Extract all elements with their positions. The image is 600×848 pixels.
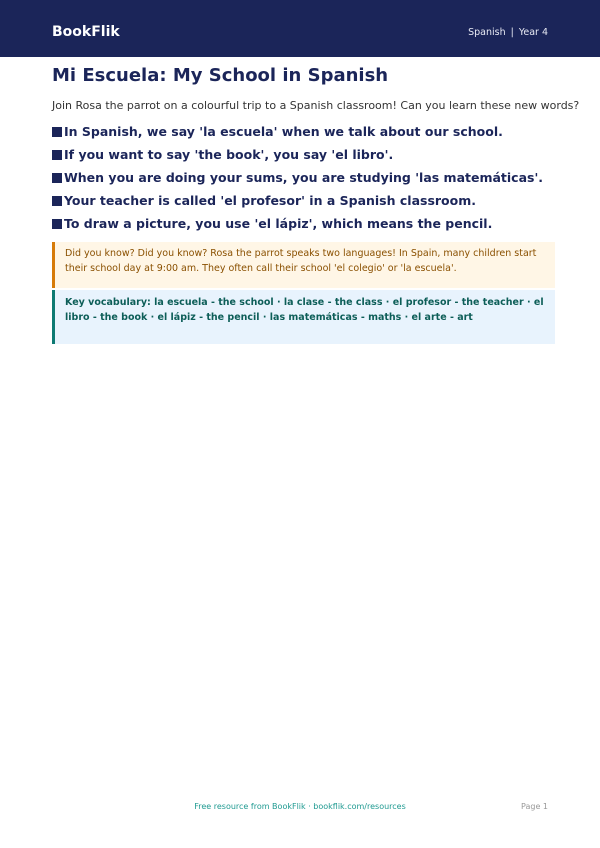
key-vocabulary-callout: Key vocabulary: la escuela - the school · la clase - the class · el profesor - the teacher · el libro - the book · el lápiz - the pencil · las matemáticas - maths · el arte - art [52, 290, 555, 344]
list-item [52, 189, 543, 212]
list-item [52, 166, 543, 189]
bullet-square-icon [52, 150, 62, 160]
fact-text: To draw a picture, you use 'el lápiz', which means the pencil. [64, 216, 493, 231]
bullet-square-icon [52, 173, 62, 183]
page-title: Mi Escuela: My School in Spanish [52, 65, 389, 86]
fact-text: Your teacher is called 'el profesor' in a Spanish classroom. [64, 193, 476, 208]
bullet-square-icon [52, 196, 62, 206]
bullet-square-icon [52, 219, 62, 229]
list-item [52, 120, 543, 143]
header-meta [468, 26, 548, 40]
header-bar [0, 0, 600, 57]
list-item [52, 212, 543, 235]
fact-text: When you are doing your sums, you are studying 'las matemáticas'. [64, 170, 544, 185]
fact-text: In Spanish, we say 'la escuela' when we talk about our school. [64, 124, 503, 139]
did-you-know-callout: Did you know? Did you know? Rosa the parrot speaks two languages! In Spain, many children start their school day at 9:00 am. They often call their school 'el colegio' or 'la escuela'. [52, 242, 555, 288]
brand-logo[interactable]: BookFlik [52, 24, 120, 40]
fact-list [52, 120, 543, 235]
list-item [52, 143, 543, 166]
bullet-square-icon [52, 127, 62, 137]
fact-text: If you want to say 'the book', you say 'el libro'. [64, 147, 394, 162]
footer-link[interactable]: Free resource from BookFlik · bookflik.com/resources [194, 802, 406, 811]
year-label: Year 4 [518, 27, 548, 38]
meta-separator: | [510, 27, 514, 38]
intro-text: Join Rosa the parrot on a colourful trip to a Spanish classroom! Can you learn these new words? [52, 99, 580, 112]
page-number: Page 1 [521, 802, 548, 811]
subject-label: Spanish [468, 27, 506, 38]
